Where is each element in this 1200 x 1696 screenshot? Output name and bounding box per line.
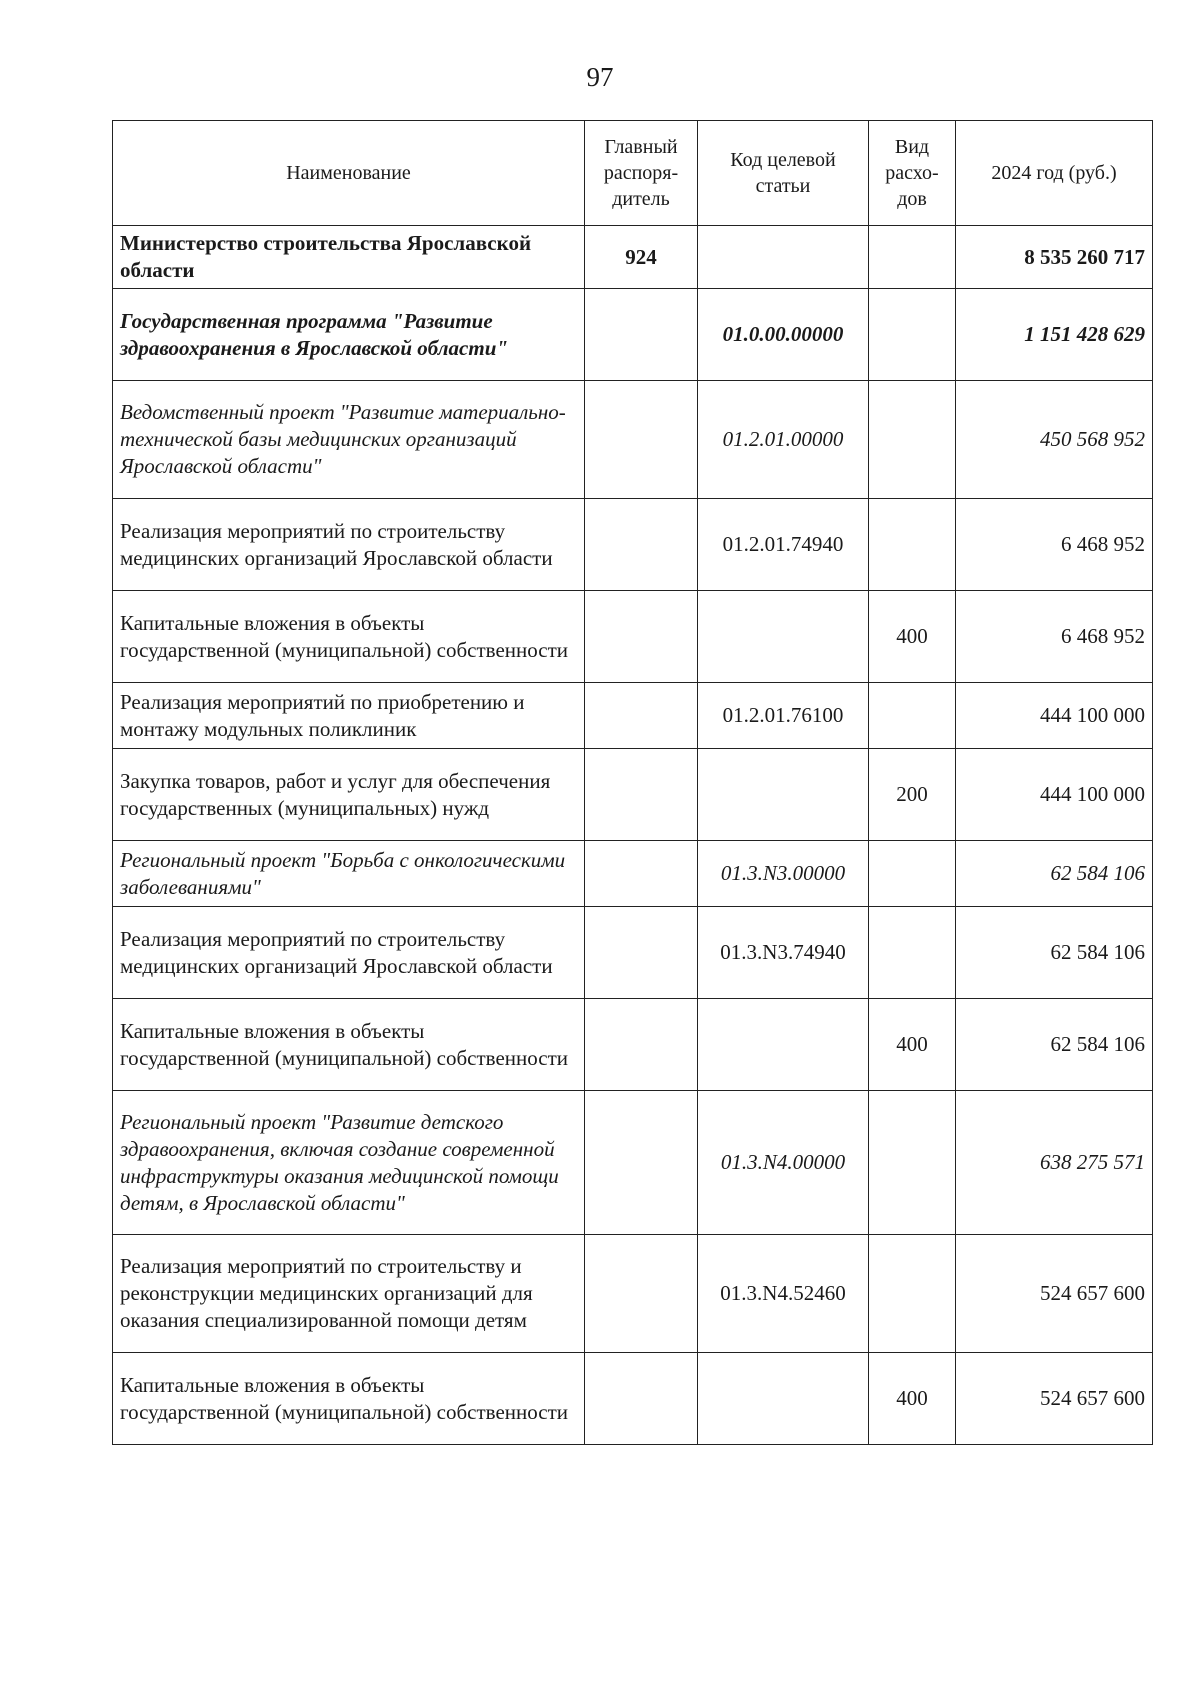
header-kind: Вид расхо-дов xyxy=(869,121,956,226)
cell-name: Капитальные вложения в объекты государственной (муниципальной) собственности xyxy=(113,999,585,1091)
table-row xyxy=(113,1091,1153,1235)
table-row xyxy=(113,381,1153,499)
cell-disposer xyxy=(585,907,698,999)
cell-disposer xyxy=(585,499,698,591)
cell-kind: 400 xyxy=(869,1353,956,1445)
cell-amount: 444 100 000 xyxy=(956,683,1153,749)
cell-disposer xyxy=(585,749,698,841)
budget-table xyxy=(112,120,1153,1445)
cell-name: Реализация мероприятий по строительству и реконструкции медицинских организаций для оказания специализированной помощи детям xyxy=(113,1235,585,1353)
cell-kind xyxy=(869,1091,956,1235)
cell-name: Реализация мероприятий по строительству медицинских организаций Ярославской области xyxy=(113,907,585,999)
cell-amount: 638 275 571 xyxy=(956,1091,1153,1235)
table-row xyxy=(113,289,1153,381)
table-row xyxy=(113,907,1153,999)
cell-amount: 1 151 428 629 xyxy=(956,289,1153,381)
cell-disposer xyxy=(585,1353,698,1445)
cell-kind: 200 xyxy=(869,749,956,841)
table-row xyxy=(113,999,1153,1091)
cell-disposer xyxy=(585,683,698,749)
table-row xyxy=(113,226,1153,289)
table-row xyxy=(113,683,1153,749)
table-header-row xyxy=(113,121,1153,226)
cell-disposer xyxy=(585,381,698,499)
cell-disposer xyxy=(585,841,698,907)
cell-amount: 62 584 106 xyxy=(956,907,1153,999)
cell-kind xyxy=(869,841,956,907)
table-row xyxy=(113,499,1153,591)
table-body xyxy=(113,226,1153,1445)
cell-amount: 62 584 106 xyxy=(956,841,1153,907)
cell-disposer xyxy=(585,1235,698,1353)
cell-disposer xyxy=(585,999,698,1091)
cell-code: 01.3.N3.00000 xyxy=(698,841,869,907)
cell-kind: 400 xyxy=(869,999,956,1091)
table-row xyxy=(113,591,1153,683)
cell-amount: 444 100 000 xyxy=(956,749,1153,841)
cell-amount: 524 657 600 xyxy=(956,1235,1153,1353)
table-row xyxy=(113,1353,1153,1445)
cell-disposer: 924 xyxy=(585,226,698,289)
cell-amount: 6 468 952 xyxy=(956,591,1153,683)
table-row xyxy=(113,1235,1153,1353)
cell-code: 01.3.N4.00000 xyxy=(698,1091,869,1235)
cell-disposer xyxy=(585,591,698,683)
cell-kind xyxy=(869,683,956,749)
cell-name: Закупка товаров, работ и услуг для обеспечения государственных (муниципальных) нужд xyxy=(113,749,585,841)
page-number: 97 xyxy=(586,62,614,92)
cell-disposer xyxy=(585,1091,698,1235)
cell-code: 01.3.N4.52460 xyxy=(698,1235,869,1353)
cell-name: Реализация мероприятий по строительству медицинских организаций Ярославской области xyxy=(113,499,585,591)
cell-code xyxy=(698,1353,869,1445)
cell-amount: 62 584 106 xyxy=(956,999,1153,1091)
cell-code: 01.0.00.00000 xyxy=(698,289,869,381)
cell-kind xyxy=(869,1235,956,1353)
cell-name: Ведомственный проект "Развитие материально-технической базы медицинских организаций Ярославской области" xyxy=(113,381,585,499)
cell-code: 01.2.01.74940 xyxy=(698,499,869,591)
header-code: Код целевой статьи xyxy=(698,121,869,226)
header-name: Наименование xyxy=(113,121,585,226)
cell-kind xyxy=(869,381,956,499)
cell-code xyxy=(698,591,869,683)
cell-code: 01.2.01.76100 xyxy=(698,683,869,749)
cell-code xyxy=(698,749,869,841)
cell-name: Региональный проект "Развитие детского здравоохранения, включая создание современной инфраструктуры оказания медицинской помощи детям, в Ярославской области" xyxy=(113,1091,585,1235)
cell-code xyxy=(698,999,869,1091)
cell-amount: 524 657 600 xyxy=(956,1353,1153,1445)
cell-code: 01.3.N3.74940 xyxy=(698,907,869,999)
header-amount: 2024 год (руб.) xyxy=(956,121,1153,226)
cell-disposer xyxy=(585,289,698,381)
cell-kind xyxy=(869,289,956,381)
cell-kind: 400 xyxy=(869,591,956,683)
cell-kind xyxy=(869,499,956,591)
cell-code: 01.2.01.00000 xyxy=(698,381,869,499)
cell-kind xyxy=(869,907,956,999)
header-disposer: Главный распоря-дитель xyxy=(585,121,698,226)
cell-amount: 8 535 260 717 xyxy=(956,226,1153,289)
cell-name: Капитальные вложения в объекты государственной (муниципальной) собственности xyxy=(113,591,585,683)
cell-name: Капитальные вложения в объекты государственной (муниципальной) собственности xyxy=(113,1353,585,1445)
cell-name: Министерство строительства Ярославской области xyxy=(113,226,585,289)
table-row xyxy=(113,841,1153,907)
cell-amount: 6 468 952 xyxy=(956,499,1153,591)
cell-name: Государственная программа "Развитие здравоохранения в Ярославской области" xyxy=(113,289,585,381)
cell-amount: 450 568 952 xyxy=(956,381,1153,499)
table-row xyxy=(113,749,1153,841)
cell-code xyxy=(698,226,869,289)
cell-kind xyxy=(869,226,956,289)
cell-name: Региональный проект "Борьба с онкологическими заболеваниями" xyxy=(113,841,585,907)
cell-name: Реализация мероприятий по приобретению и монтажу модульных поликлиник xyxy=(113,683,585,749)
